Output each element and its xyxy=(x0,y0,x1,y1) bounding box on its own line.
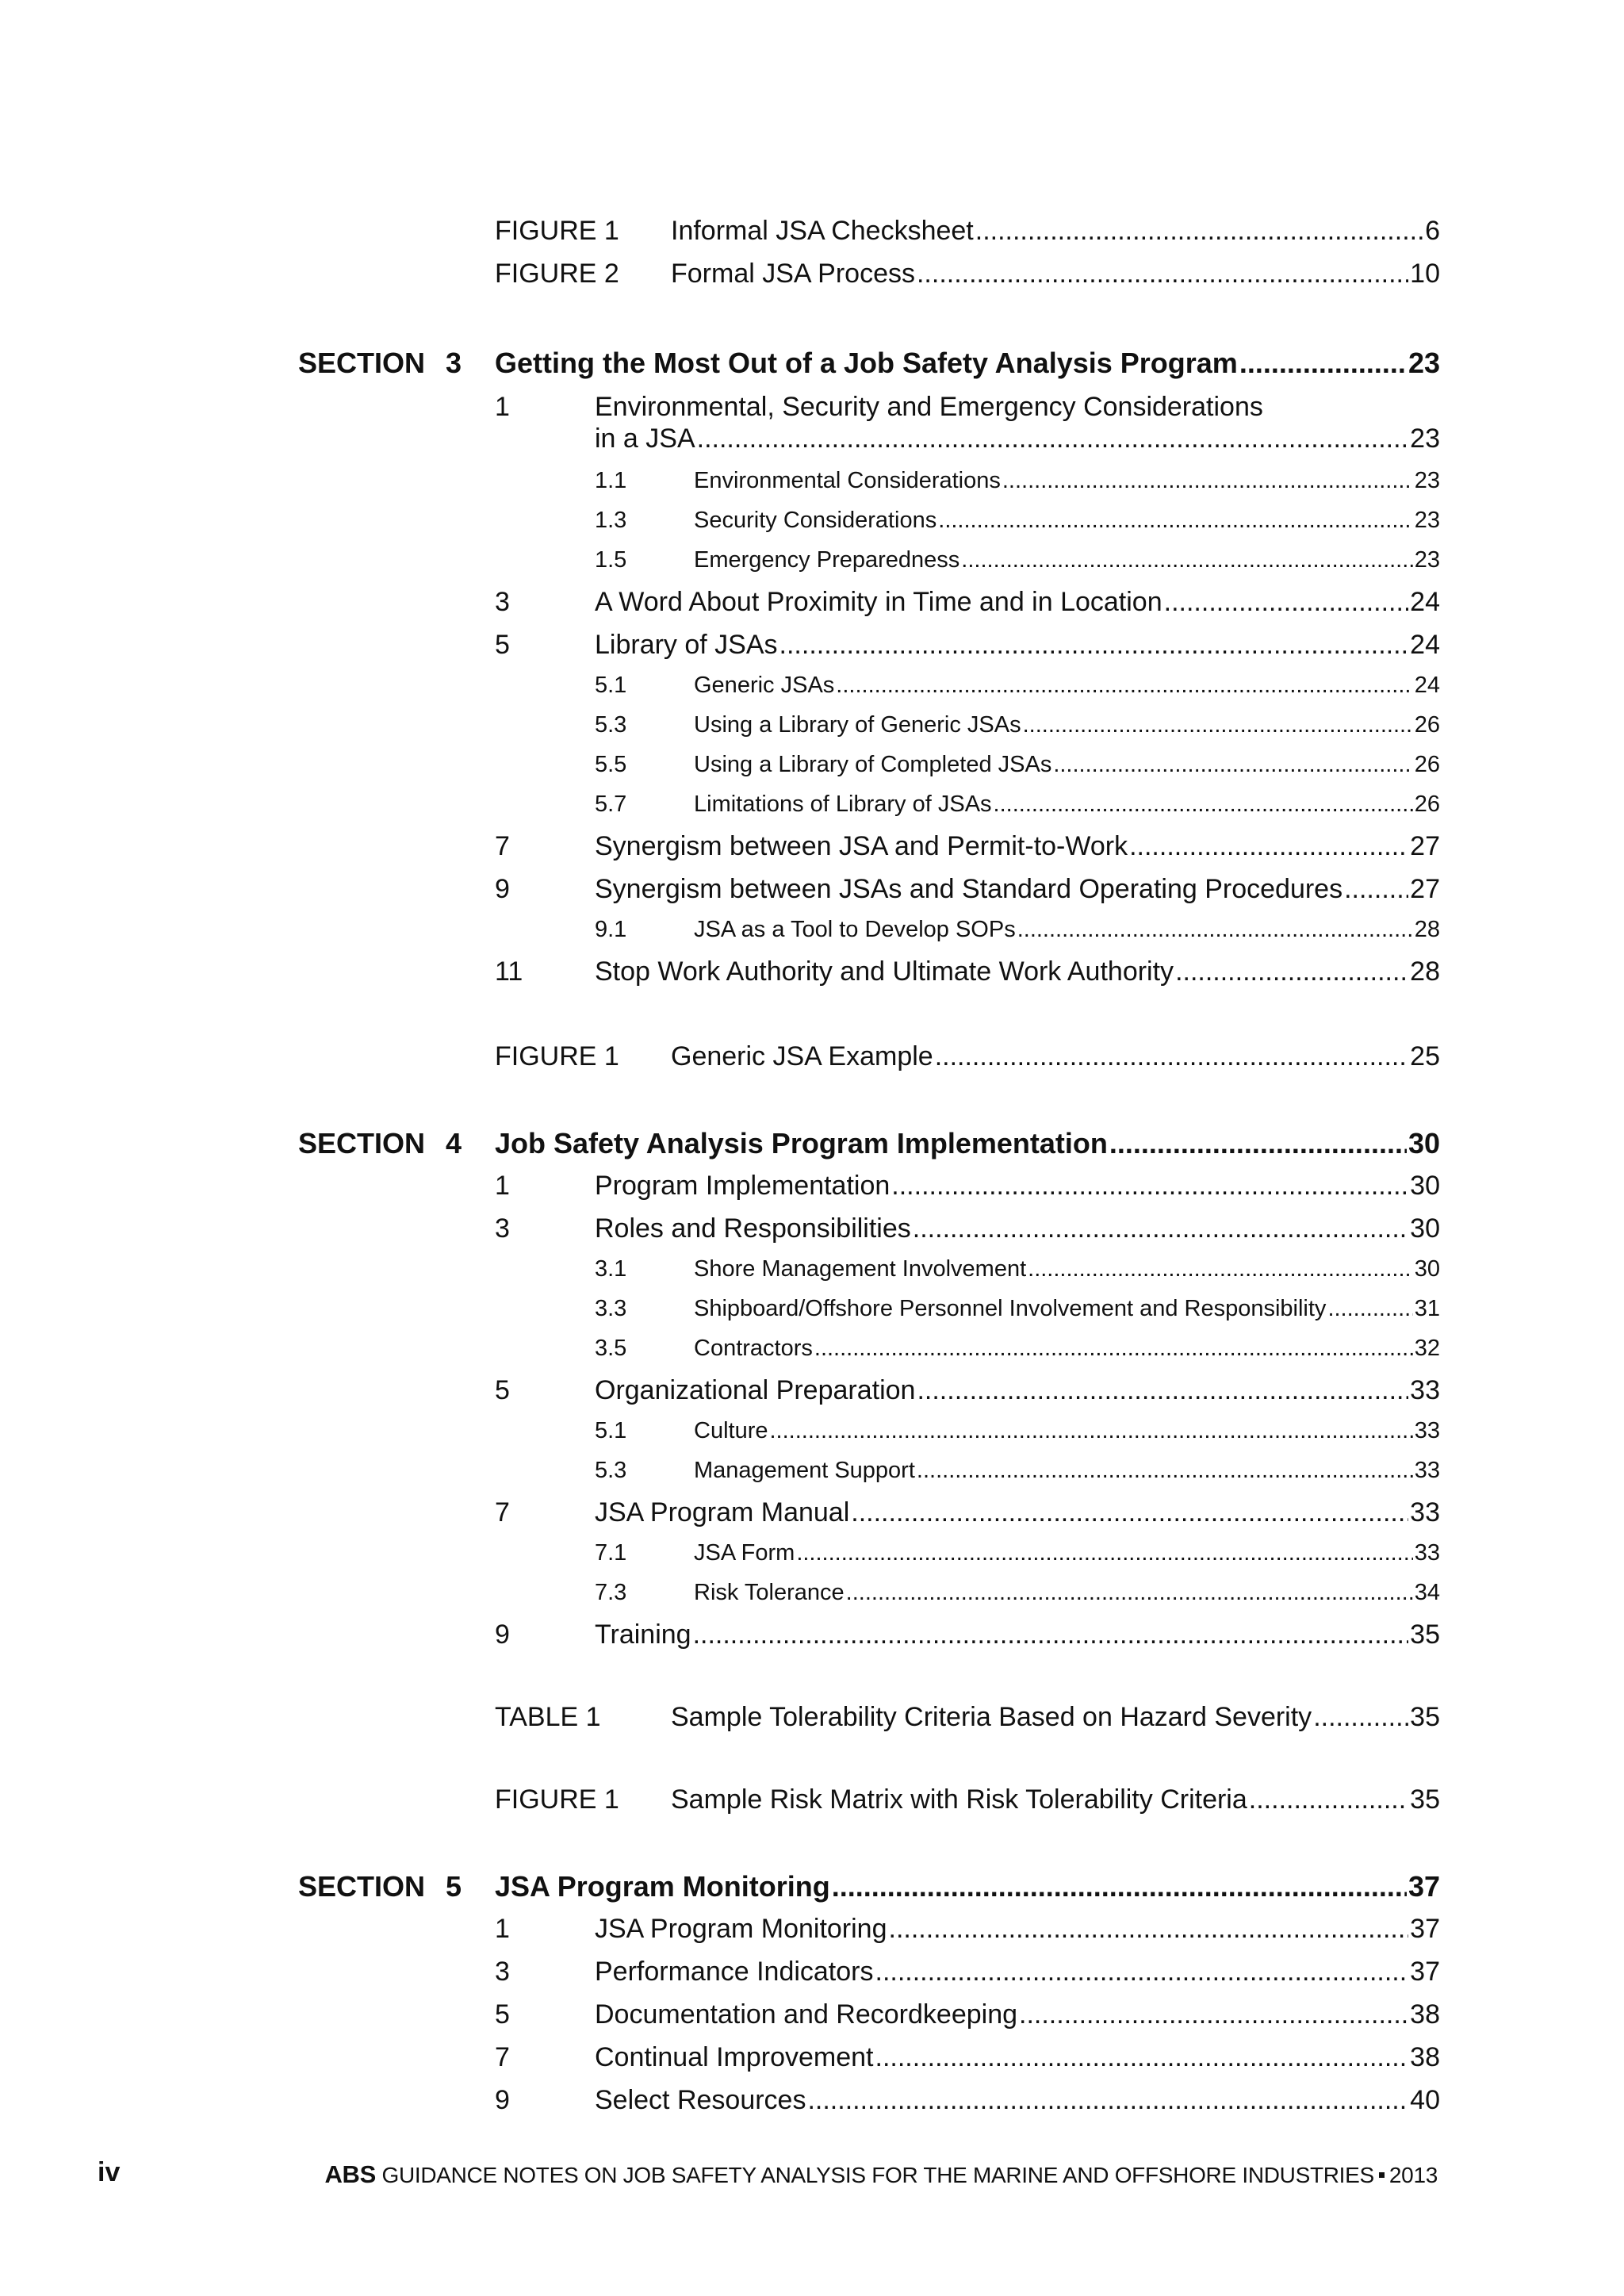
page-number: 35 xyxy=(1410,1619,1440,1650)
dot-leader xyxy=(1023,712,1413,738)
subentry-number: 5.1 xyxy=(595,1418,627,1443)
entry-title: Performance Indicators xyxy=(595,1957,874,1987)
page-number: 34 xyxy=(1414,1580,1440,1605)
dot-leader xyxy=(851,1497,1408,1528)
subentry-number: 1.3 xyxy=(595,508,627,533)
bullet-separator xyxy=(1379,2172,1385,2178)
entry-title: Synergism between JSAs and Standard Operating Procedures xyxy=(595,874,1343,904)
entry-number: 9 xyxy=(495,1619,510,1650)
toc-entry[interactable] xyxy=(595,630,1440,661)
toc-entry[interactable] xyxy=(595,1999,1440,2030)
entry-number: 9 xyxy=(495,874,510,904)
dot-leader xyxy=(697,424,1409,454)
toc-entry[interactable] xyxy=(595,1914,1440,1945)
page-number: 37 xyxy=(1408,1870,1440,1903)
entry-title: Roles and Responsibilities xyxy=(595,1213,911,1244)
subentry-title: Environmental Considerations xyxy=(694,468,1001,493)
dot-leader xyxy=(1017,917,1413,943)
entry-number: 7 xyxy=(495,831,510,861)
toc-entry[interactable] xyxy=(595,1619,1440,1650)
subentry-title: Using a Library of Generic JSAs xyxy=(694,712,1021,738)
dot-leader xyxy=(779,630,1409,661)
dot-leader xyxy=(1327,1296,1412,1322)
dot-leader xyxy=(917,1375,1408,1406)
page-number: 28 xyxy=(1414,917,1440,942)
dot-leader xyxy=(889,1914,1409,1945)
subentry-title: Shore Management Involvement xyxy=(694,1256,1027,1282)
toc-subentry[interactable] xyxy=(694,468,1440,494)
toc-entry[interactable] xyxy=(595,874,1440,905)
page-number: 23 xyxy=(1408,347,1440,379)
entry-number: 5 xyxy=(495,1375,510,1405)
dot-leader xyxy=(975,216,1423,247)
page-number: 31 xyxy=(1414,1296,1440,1321)
toc-subentry[interactable] xyxy=(694,1418,1440,1444)
entry-number: 9 xyxy=(495,2085,510,2115)
page-number: 33 xyxy=(1414,1458,1440,1483)
page-number: 28 xyxy=(1410,956,1440,987)
entry-number: 11 xyxy=(495,956,523,987)
entry-title-line1: Environmental, Security and Emergency Considerations xyxy=(595,392,1263,422)
toc-section-heading[interactable] xyxy=(495,347,1440,380)
toc-figure-entry[interactable] xyxy=(671,1784,1440,1815)
entry-number: 1 xyxy=(495,1171,510,1201)
entry-number: 3 xyxy=(495,1957,510,1987)
subentry-number: 5.7 xyxy=(595,792,627,817)
entry-number: 3 xyxy=(495,587,510,617)
dot-leader xyxy=(1002,468,1413,494)
toc-entry[interactable] xyxy=(595,2042,1440,2073)
toc-subentry[interactable] xyxy=(694,508,1440,534)
entry-title: Stop Work Authority and Ultimate Work Authority xyxy=(595,956,1174,987)
entry-title: Continual Improvement xyxy=(595,2042,874,2072)
page-number: 32 xyxy=(1414,1336,1440,1361)
page-number: 30 xyxy=(1410,1213,1440,1244)
entry-title: Sample Tolerability Criteria Based on Hazard Severity xyxy=(671,1702,1312,1732)
toc-subentry[interactable] xyxy=(694,1256,1440,1282)
entry-title: Generic JSA Example xyxy=(671,1041,933,1071)
figure-label: FIGURE 2 xyxy=(495,259,619,289)
toc-entry[interactable] xyxy=(595,1213,1440,1244)
toc-subentry[interactable] xyxy=(694,1580,1440,1606)
figure-label: FIGURE 1 xyxy=(495,1041,619,1071)
page-number: 27 xyxy=(1410,874,1440,904)
subentry-number: 1.1 xyxy=(595,468,627,493)
toc-entry[interactable] xyxy=(595,1957,1440,1987)
subentry-title: JSA as a Tool to Develop SOPs xyxy=(694,917,1016,942)
page-number: 10 xyxy=(1410,259,1440,289)
subentry-title: Limitations of Library of JSAs xyxy=(694,792,992,817)
page-number: 24 xyxy=(1414,673,1440,698)
toc-subentry[interactable] xyxy=(694,1336,1440,1362)
dot-leader xyxy=(891,1171,1408,1202)
subentry-number: 5.5 xyxy=(595,752,627,777)
page-number-roman: iv xyxy=(98,2157,121,2187)
toc-subentry[interactable] xyxy=(694,547,1440,573)
section-label: SECTION xyxy=(298,1127,426,1159)
dot-leader xyxy=(1129,831,1408,862)
dot-leader xyxy=(913,1213,1408,1244)
dot-leader xyxy=(1313,1702,1408,1733)
toc-entry[interactable] xyxy=(595,2085,1440,2116)
subentry-number: 3.1 xyxy=(595,1256,627,1282)
toc-subentry[interactable] xyxy=(694,752,1440,778)
dot-leader xyxy=(796,1540,1412,1566)
subentry-number: 3.5 xyxy=(595,1336,627,1361)
section-label: SECTION xyxy=(298,347,426,379)
subentry-title: JSA Form xyxy=(694,1540,795,1566)
dot-leader xyxy=(807,2085,1408,2116)
toc-entry[interactable] xyxy=(595,424,1440,454)
section-number: 4 xyxy=(446,1127,462,1159)
page-number: 33 xyxy=(1410,1375,1440,1405)
publication-title xyxy=(324,2160,1438,2189)
dot-leader xyxy=(1028,1256,1413,1282)
page-number: 23 xyxy=(1414,508,1440,533)
toc-subentry[interactable] xyxy=(694,1458,1440,1484)
toc-subentry[interactable] xyxy=(694,917,1440,943)
page-number: 23 xyxy=(1414,468,1440,493)
toc-subentry[interactable] xyxy=(694,712,1440,738)
page-number: 38 xyxy=(1410,2042,1440,2072)
subentry-title: Generic JSAs xyxy=(694,673,835,698)
subentry-number: 7.1 xyxy=(595,1540,627,1566)
page-number: 25 xyxy=(1410,1041,1440,1071)
dot-leader xyxy=(1019,1999,1408,2030)
entry-title: Informal JSA Checksheet xyxy=(671,216,974,246)
page-number: 27 xyxy=(1410,831,1440,861)
page-number: 24 xyxy=(1410,587,1440,617)
toc-figure-entry[interactable] xyxy=(671,259,1440,289)
subentry-number: 5.3 xyxy=(595,712,627,738)
toc-section-heading[interactable] xyxy=(495,1127,1440,1160)
table-label: TABLE 1 xyxy=(495,1702,601,1732)
toc-section-heading[interactable] xyxy=(495,1870,1440,1903)
entry-title: Program Implementation xyxy=(595,1171,891,1201)
dot-leader xyxy=(961,547,1412,573)
section-number: 5 xyxy=(446,1870,462,1903)
entry-number: 1 xyxy=(495,392,510,422)
entry-number: 1 xyxy=(495,1914,510,1944)
subentry-number: 5.3 xyxy=(595,1458,627,1483)
dot-leader xyxy=(994,792,1413,818)
figure-label: FIGURE 1 xyxy=(495,216,619,246)
dot-leader xyxy=(875,2042,1409,2073)
toc-entry[interactable] xyxy=(595,956,1440,987)
section-title: Job Safety Analysis Program Implementation xyxy=(495,1127,1108,1159)
subentry-title: Culture xyxy=(694,1418,768,1443)
entry-title: JSA Program Monitoring xyxy=(595,1914,887,1944)
page-number: 33 xyxy=(1414,1540,1440,1566)
page-number: 30 xyxy=(1414,1256,1440,1282)
page-number: 26 xyxy=(1414,712,1440,738)
entry-title: Library of JSAs xyxy=(595,630,778,660)
toc-figure-entry[interactable] xyxy=(671,216,1440,247)
page-number: 24 xyxy=(1410,630,1440,660)
toc-entry[interactable] xyxy=(595,587,1440,618)
subentry-number: 7.3 xyxy=(595,1580,627,1605)
entry-title: in a JSA xyxy=(595,424,695,454)
entry-title: Formal JSA Process xyxy=(671,259,915,289)
dot-leader xyxy=(875,1957,1409,1987)
page-number: 38 xyxy=(1410,1999,1440,2030)
dot-leader xyxy=(814,1336,1413,1362)
publication-year: 2013 xyxy=(1388,2163,1438,2187)
section-title: JSA Program Monitoring xyxy=(495,1870,830,1903)
document-title: GUIDANCE NOTES ON JOB SAFETY ANALYSIS FOR THE MARINE AND OFFSHORE INDUSTRIES xyxy=(381,2163,1374,2187)
subentry-number: 3.3 xyxy=(595,1296,627,1321)
subentry-title: Management Support xyxy=(694,1458,915,1483)
dot-leader xyxy=(917,259,1408,289)
entry-title: Documentation and Recordkeeping xyxy=(595,1999,1018,2030)
section-title: Getting the Most Out of a Job Safety Analysis Program xyxy=(495,347,1238,379)
toc-table-entry[interactable] xyxy=(671,1702,1440,1733)
dot-leader xyxy=(1249,1784,1408,1815)
page-number: 6 xyxy=(1425,216,1440,246)
page-number: 37 xyxy=(1410,1957,1440,1987)
toc-subentry[interactable] xyxy=(694,792,1440,818)
toc-entry[interactable] xyxy=(595,1375,1440,1406)
dot-leader xyxy=(770,1418,1413,1444)
entry-number: 5 xyxy=(495,630,510,660)
subentry-title: Security Considerations xyxy=(694,508,937,533)
dot-leader xyxy=(832,1870,1407,1903)
dot-leader xyxy=(938,508,1412,534)
page-number: 40 xyxy=(1410,2085,1440,2115)
dot-leader xyxy=(1239,347,1407,380)
dot-leader xyxy=(1164,587,1409,618)
entry-title: JSA Program Manual xyxy=(595,1497,850,1527)
dot-leader xyxy=(846,1580,1413,1606)
subentry-title: Using a Library of Completed JSAs xyxy=(694,752,1052,777)
entry-title: Organizational Preparation xyxy=(595,1375,916,1405)
dot-leader xyxy=(1109,1127,1407,1160)
section-number: 3 xyxy=(446,347,462,379)
entry-number: 7 xyxy=(495,1497,510,1527)
entry-title: Sample Risk Matrix with Risk Tolerability Criteria xyxy=(671,1784,1247,1815)
page-number: 35 xyxy=(1410,1702,1440,1732)
entry-number: 3 xyxy=(495,1213,510,1244)
page-number: 37 xyxy=(1410,1914,1440,1944)
page-number: 26 xyxy=(1414,792,1440,817)
dot-leader xyxy=(1175,956,1408,987)
toc-entry[interactable] xyxy=(595,831,1440,862)
abs-logo: ABS xyxy=(324,2160,377,2188)
subentry-title: Contractors xyxy=(694,1336,813,1361)
entry-title: A Word About Proximity in Time and in Location xyxy=(595,587,1162,617)
dot-leader xyxy=(836,673,1412,699)
entry-number: 5 xyxy=(495,1999,510,2030)
page-number: 33 xyxy=(1414,1418,1440,1443)
subentry-title: Emergency Preparedness xyxy=(694,547,960,573)
subentry-number: 5.1 xyxy=(595,673,627,698)
figure-label: FIGURE 1 xyxy=(495,1784,619,1815)
subentry-number: 9.1 xyxy=(595,917,627,942)
page-number: 35 xyxy=(1410,1784,1440,1815)
dot-leader xyxy=(935,1041,1408,1072)
entry-title: Training xyxy=(595,1619,691,1650)
dot-leader xyxy=(693,1619,1409,1650)
toc-figure-entry[interactable] xyxy=(671,1041,1440,1072)
entry-number: 7 xyxy=(495,2042,510,2072)
subentry-title: Risk Tolerance xyxy=(694,1580,845,1605)
entry-title: Synergism between JSA and Permit-to-Work xyxy=(595,831,1128,861)
section-label: SECTION xyxy=(298,1870,426,1903)
page-number: 30 xyxy=(1408,1127,1440,1159)
page-number: 23 xyxy=(1414,547,1440,573)
subentry-title: Shipboard/Offshore Personnel Involvement and Responsibility xyxy=(694,1296,1327,1321)
dot-leader xyxy=(1344,874,1408,905)
page-number: 33 xyxy=(1410,1497,1440,1527)
toc-entry[interactable] xyxy=(595,1497,1440,1528)
toc-subentry[interactable] xyxy=(694,673,1440,699)
dot-leader xyxy=(1053,752,1412,778)
dot-leader xyxy=(917,1458,1413,1484)
page-number: 26 xyxy=(1414,752,1440,777)
toc-entry[interactable] xyxy=(595,1171,1440,1202)
toc-subentry[interactable] xyxy=(694,1296,1440,1322)
page-number: 30 xyxy=(1410,1171,1440,1201)
subentry-number: 1.5 xyxy=(595,547,627,573)
toc-subentry[interactable] xyxy=(694,1540,1440,1566)
page-footer xyxy=(0,2157,1624,2189)
entry-title: Select Resources xyxy=(595,2085,806,2115)
page-number: 23 xyxy=(1410,424,1440,454)
